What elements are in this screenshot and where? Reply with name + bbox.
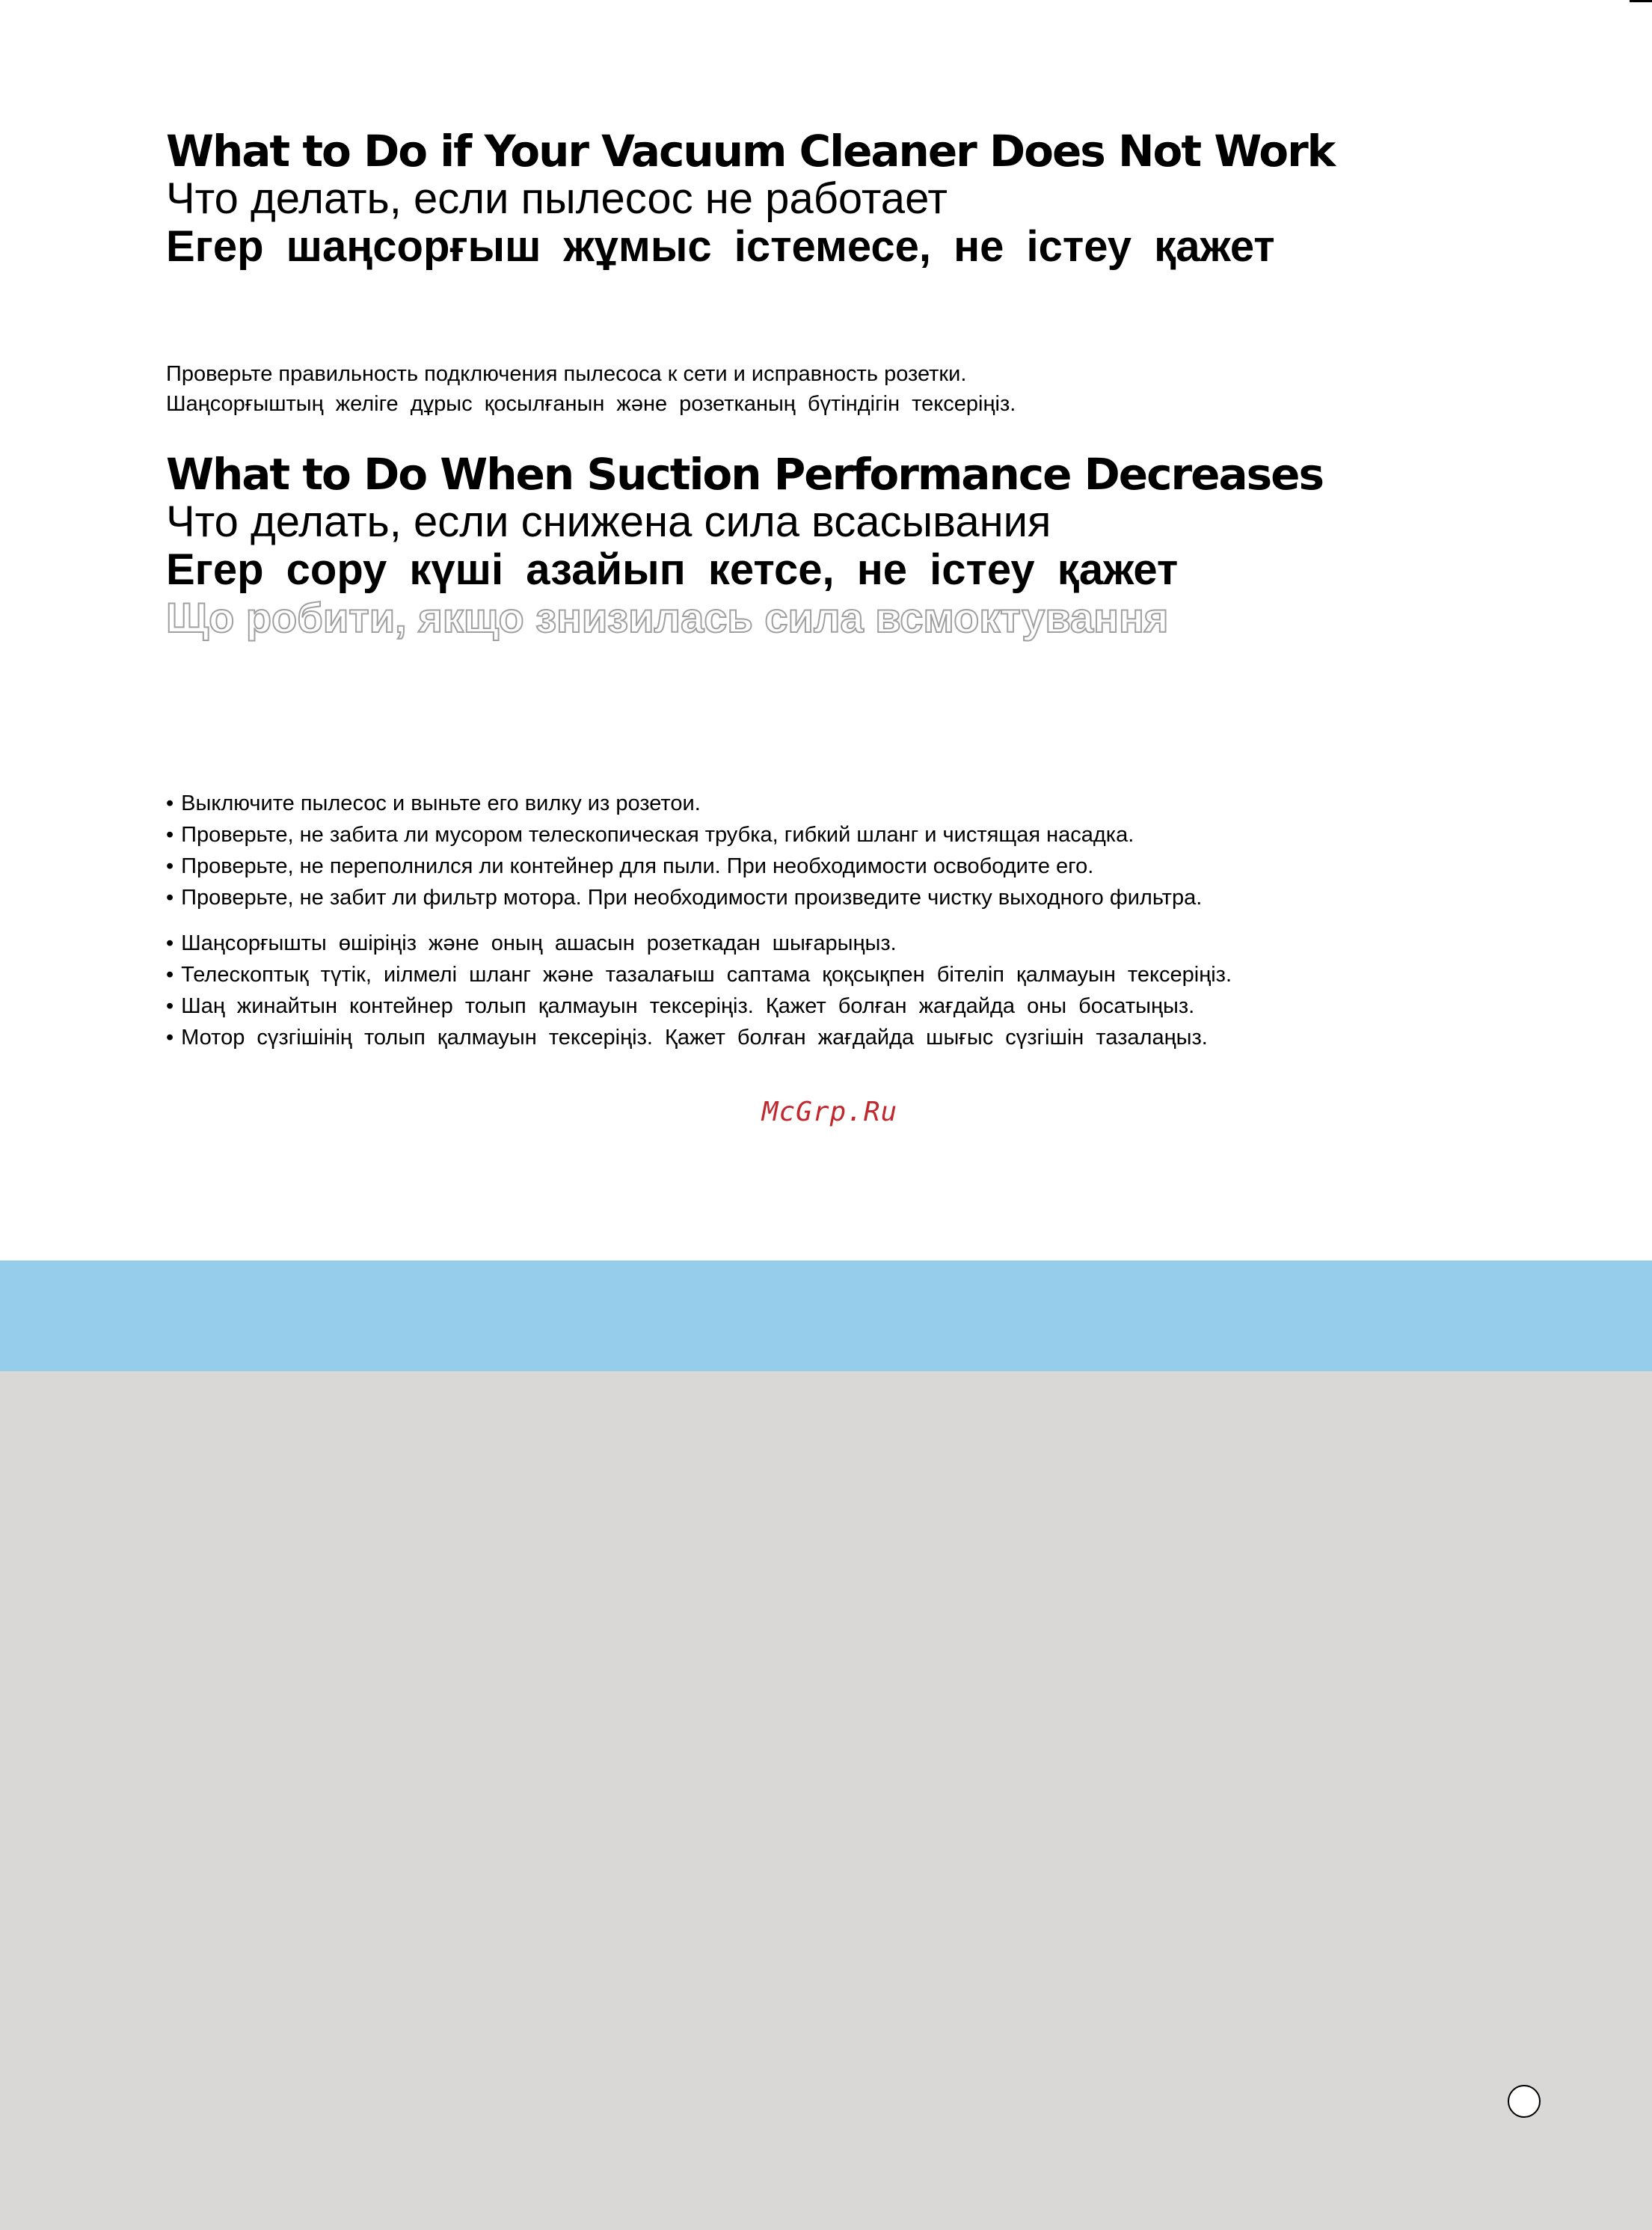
- list-item: • Выключите пылесос и выньте его вилку из розетои.: [166, 788, 1202, 819]
- list-item: • Шаң жинайтын контейнер толып қалмауын тексеріңіз. Қажет болған жағдайда оны босатыңыз.: [166, 990, 1232, 1022]
- section1-title-en: What to Do if Your Vacuum Cleaner Does Not Work: [166, 126, 1335, 177]
- list-item: • Шаңсорғышты өшіріңіз және оның ашасын розеткадан шығарыңыз.: [166, 928, 1232, 959]
- list-item: • Проверьте, не забита ли мусором телескопическая трубка, гибкий шланг и чистящая насадка.: [166, 819, 1202, 851]
- bullet-list-ru: [166, 788, 1202, 913]
- section1-body: [166, 359, 1016, 419]
- list-item: • Телескоптық түтік, иілмелі шланг және тазалағыш саптама қоқсықпен бітеліп қалмауын тексеріңіз.: [166, 959, 1232, 990]
- section1-heading: [166, 127, 1334, 271]
- section2-title-ru: Что делать, если снижена сила всасывания: [166, 497, 1051, 546]
- list-item: • Мотор сүзгішінің толып қалмауын тексеріңіз. Қажет болған жағдайда шығыс сүзгішін тазалаңыз.: [166, 1022, 1232, 1053]
- gray-footer-area: [0, 1371, 1652, 2230]
- bullet-list-kz: [166, 928, 1232, 1053]
- crop-mark: [1630, 0, 1652, 2]
- blue-band: [0, 1260, 1652, 1371]
- section2-title-ua: Що робити, якщо знизилась сила всмоктування: [166, 594, 1169, 641]
- section1-title-kz: Егер шаңсорғыш жұмыс істемесе, не істеу қажет: [166, 222, 1275, 271]
- section1-body-kz: Шаңсорғыштың желіге дұрыс қосылғанын және розетканың бүтіндігін тексеріңіз.: [166, 392, 1016, 416]
- list-item: • Проверьте, не переполнился ли контейнер для пыли. При необходимости освободите его.: [166, 851, 1202, 882]
- page-number-circle: [1508, 2085, 1541, 2118]
- list-item: • Проверьте, не забит ли фильтр мотора. При необходимости произведите чистку выходного фильтра.: [166, 882, 1202, 913]
- watermark: McGrp.Ru: [761, 1097, 898, 1127]
- section2-title-en: What to Do When Suction Performance Decreases: [166, 449, 1323, 500]
- section2-title-kz: Егер сору күші азайып кетсе, не істеу қажет: [166, 545, 1179, 594]
- section1-title-ru: Что делать, если пылесос не работает: [166, 174, 948, 223]
- section2-heading: [166, 450, 1323, 642]
- section1-body-ru: Проверьте правильность подключения пылесоса к сети и исправность розетки.: [166, 362, 967, 386]
